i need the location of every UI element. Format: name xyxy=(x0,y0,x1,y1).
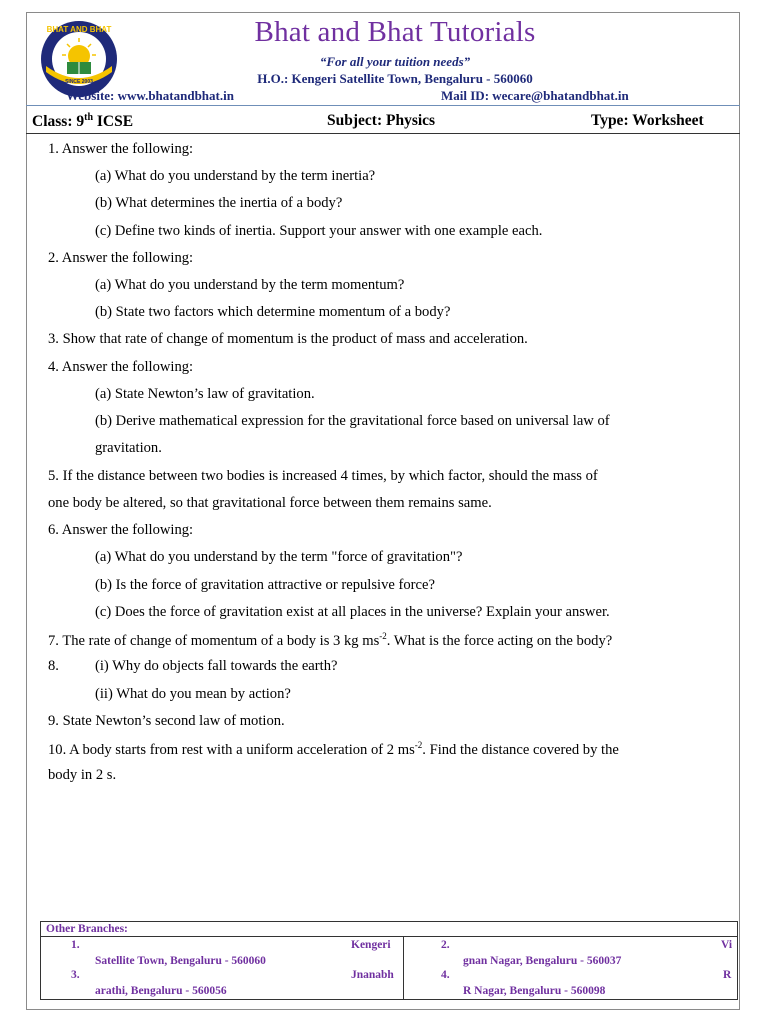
question-8-number: 8. xyxy=(48,658,59,674)
branches-column-divider xyxy=(403,936,404,999)
question-5: 5. If the distance between two bodies is increased 4 times, by which factor, should the mass of xyxy=(48,468,598,484)
branch-2-address: gnan Nagar, Bengaluru - 560037 xyxy=(463,955,622,967)
branch-1-name: Kengeri xyxy=(351,939,391,951)
question-2b: (b) State two factors which determine momentum of a body? xyxy=(95,304,451,320)
svg-text:SINCE 2003: SINCE 2003 xyxy=(65,79,93,85)
question-2: 2. Answer the following: xyxy=(48,250,194,266)
branch-3-name: Jnanabh xyxy=(351,969,394,981)
other-branches-box xyxy=(40,921,738,1000)
question-10-cont: body in 2 s. xyxy=(48,767,117,783)
branch-1-address: Satellite Town, Bengaluru - 560060 xyxy=(95,955,266,967)
branch-4-number: 4. xyxy=(441,969,450,981)
question-6a: (a) What do you understand by the term "force of gravitation"? xyxy=(95,549,463,565)
branch-3-address: arathi, Bengaluru - 560056 xyxy=(95,985,227,997)
header-divider xyxy=(26,105,740,106)
mail-id[interactable]: Mail ID: wecare@bhatandbhat.in xyxy=(441,88,629,103)
question-1: 1. Answer the following: xyxy=(48,141,194,157)
question-7: 7. The rate of change of momentum of a body is 3 kg $ms^{-2}$. What is the force acting on the body? xyxy=(48,631,613,649)
website-link[interactable]: Website: www.bhatandbhat.in xyxy=(66,88,234,103)
question-1c: (c) Define two kinds of inertia. Support your answer with one example each. xyxy=(95,223,543,239)
question-8ii: (ii) What do you mean by action? xyxy=(95,686,291,702)
question-5-cont: one body be altered, so that gravitational force between them remains same. xyxy=(48,495,492,511)
other-branches-heading: Other Branches: xyxy=(46,923,128,935)
class-label: Class: 9th ICSE xyxy=(32,112,134,131)
question-4a: (a) State Newton’s law of gravitation. xyxy=(95,386,315,402)
question-4b: (b) Derive mathematical expression for the gravitational force based on universal law of xyxy=(95,413,610,429)
branch-3-number: 3. xyxy=(71,969,80,981)
question-6c: (c) Does the force of gravitation exist at all places in the universe? Explain your answer. xyxy=(95,604,610,620)
question-3: 3. Show that rate of change of momentum is the product of mass and acceleration. xyxy=(48,331,528,347)
question-2a: (a) What do you understand by the term momentum? xyxy=(95,277,405,293)
head-office-address: H.O.: Kengeri Satellite Town, Bengaluru - 560060 xyxy=(257,71,533,86)
branch-4-name: R xyxy=(723,969,732,981)
tagline: “For all your tuition needs” xyxy=(319,54,471,69)
question-8i: (i) Why do objects fall towards the earth? xyxy=(95,658,338,674)
branch-4-address: R Nagar, Bengaluru - 560098 xyxy=(463,985,606,997)
branches-divider xyxy=(41,936,737,937)
question-1a: (a) What do you understand by the term inertia? xyxy=(95,168,376,184)
question-4: 4. Answer the following: xyxy=(48,359,194,375)
info-divider xyxy=(26,133,740,134)
question-10: 10. A body starts from rest with a uniform acceleration of 2 $ms^{-2}$. Find the distance covered by the xyxy=(48,740,619,758)
question-6: 6. Answer the following: xyxy=(48,522,194,538)
branch-1-number: 1. xyxy=(71,939,80,951)
question-9: 9. State Newton’s second law of motion. xyxy=(48,713,285,729)
subject-label: Subject: Physics xyxy=(327,112,436,129)
question-4b-cont: gravitation. xyxy=(95,440,162,456)
branch-2-name: Vi xyxy=(721,939,733,951)
branch-2-number: 2. xyxy=(441,939,450,951)
svg-text:BHAT AND BHAT: BHAT AND BHAT xyxy=(46,25,112,34)
question-1b: (b) What determines the inertia of a body? xyxy=(95,195,343,211)
institute-title: Bhat and Bhat Tutorials xyxy=(254,16,536,48)
type-label: Type: Worksheet xyxy=(591,112,704,129)
question-6b: (b) Is the force of gravitation attractive or repulsive force? xyxy=(95,577,435,593)
